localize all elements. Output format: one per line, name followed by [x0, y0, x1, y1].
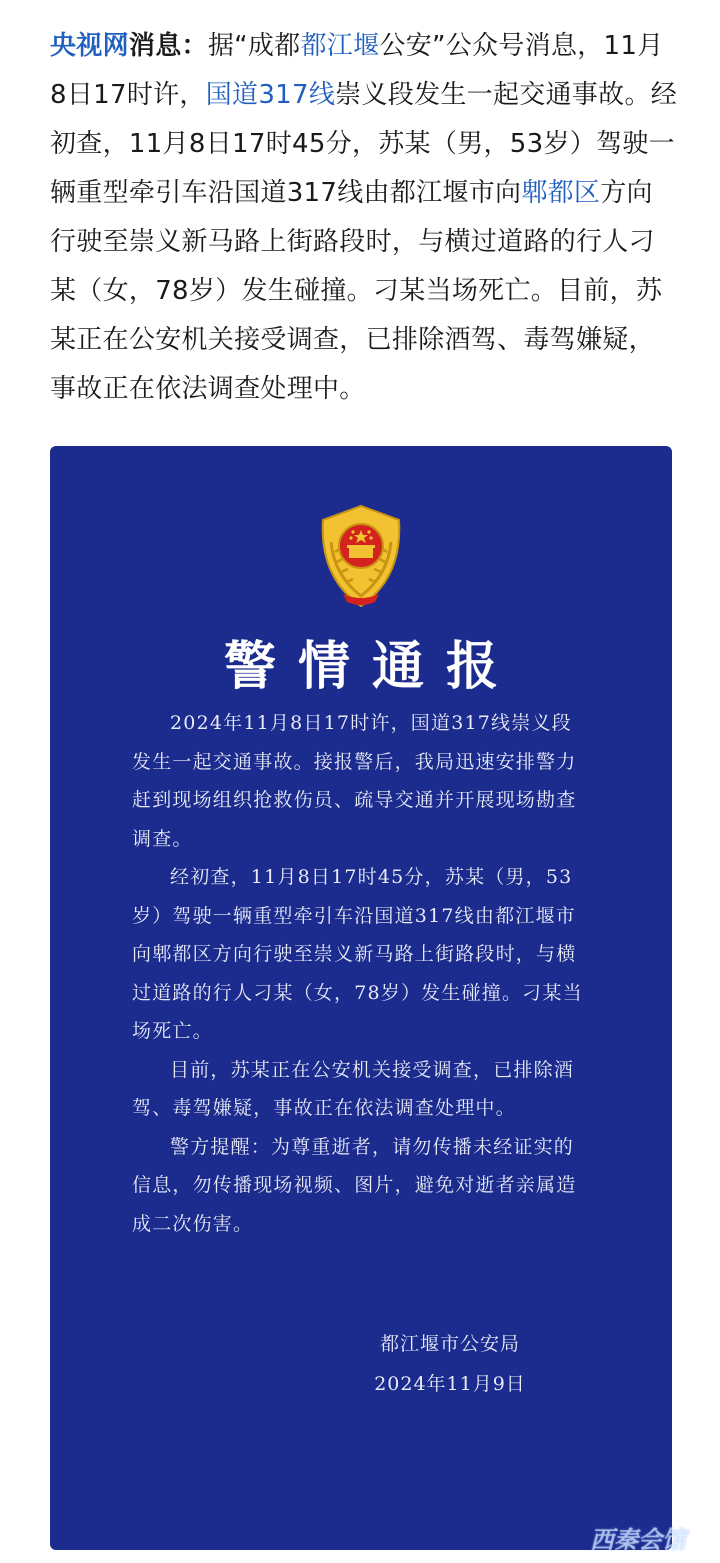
- keyword-link-pidu-district[interactable]: 郫都区: [521, 178, 601, 208]
- notice-signature: 都江堰市公安局: [379, 1333, 520, 1355]
- article-segment-2: 公安”公众号消息，11月8日17时许，: [50, 31, 664, 110]
- notice-date: 2024年11月9日: [374, 1373, 526, 1395]
- watermark: 西秦会馆: [590, 1526, 686, 1554]
- source-name-link[interactable]: 央视网: [50, 31, 129, 61]
- keyword-link-national-road-317[interactable]: 国道317线: [205, 80, 336, 110]
- police-emblem-icon: [313, 502, 409, 610]
- notice-paragraph-1: 2024年11月8日17时许，国道317线崇义段发生一起交通事故。接报警后，我局迅速安排警力赶到现场组织抢救伤员、疏导交通并开展现场勘查调查。: [132, 712, 577, 850]
- notice-signature-block: [350, 1324, 550, 1404]
- article-segment-1: 据“成都: [207, 31, 301, 61]
- article-segment-3: 崇义段发生一起交通事故。经初查，11月8日17时45分，苏某（男，53岁）驾驶一辆重型牵引车沿国道317线由都江堰市向: [50, 80, 678, 208]
- news-source-lead: [50, 31, 208, 61]
- notice-paragraph-2: 经初查，11月8日17时45分，苏某（男，53岁）驾驶一辆重型牵引车沿国道317线由都江堰市向郫都区方向行驶至崇义新马路上街路段时，与横过道路的行人刁某（女，78岁）发生碰撞。刁某当场死亡。: [132, 866, 583, 1042]
- keyword-link-dujiangyan[interactable]: 都江堰: [300, 31, 380, 61]
- notice-title: 警情通报: [223, 636, 520, 697]
- notice-paragraph-3: 目前，苏某正在公安机关接受调查，已排除酒驾、毒驾嫌疑，事故正在依法调查处理中。: [132, 1058, 575, 1119]
- police-notice-image[interactable]: [50, 446, 672, 1550]
- news-article-text: [50, 22, 678, 414]
- notice-body: [132, 704, 592, 1243]
- source-suffix: 消息：: [128, 31, 208, 61]
- article-segment-4: 方向行驶至崇义新马路上街路段时，与横过道路的行人刁某（女，78岁）发生碰撞。刁某当场死亡。目前，苏某正在公安机关接受调查，已排除酒驾、毒驾嫌疑，事故正在依法调查处理中。: [50, 178, 663, 404]
- notice-paragraph-4: 警方提醒：为尊重逝者，请勿传播未经证实的信息，勿传播现场视频、图片，避免对逝者亲属造成二次伤害。: [132, 1135, 577, 1235]
